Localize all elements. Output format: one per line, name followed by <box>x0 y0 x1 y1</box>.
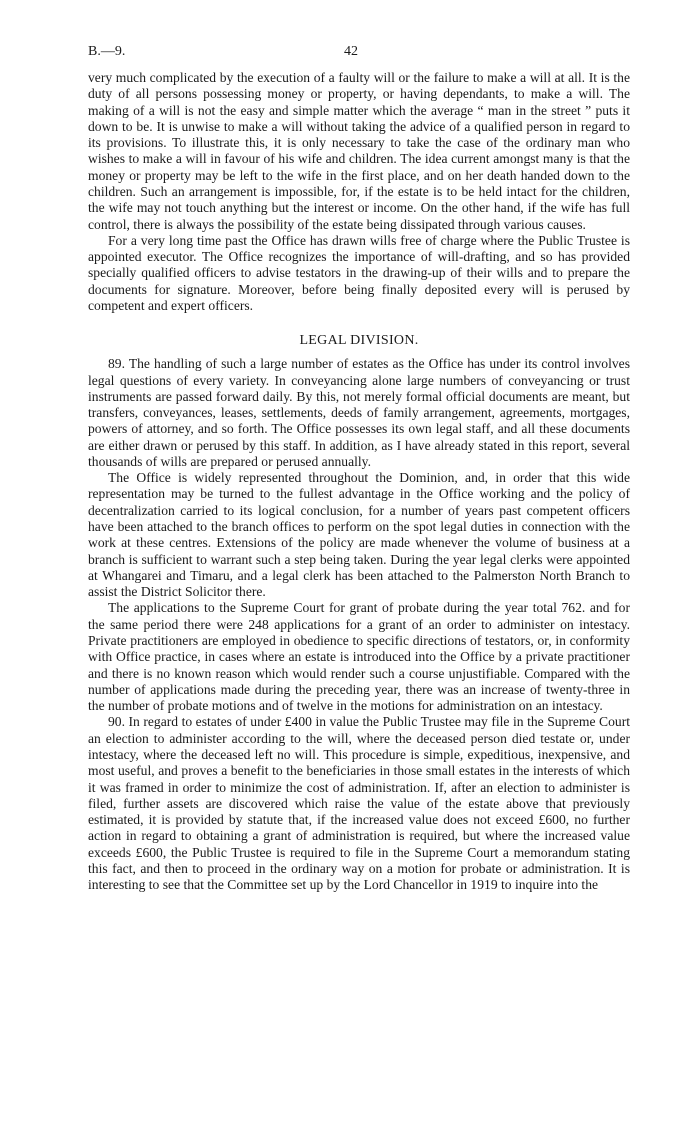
document-code: B.—9. <box>88 44 126 59</box>
page-header <box>88 44 630 64</box>
page-number: 42 <box>344 44 358 59</box>
section-heading: LEGAL DIVISION. <box>299 333 419 349</box>
paragraph-applications: The applications to the Supreme Court for grant of probate during the year total 762. and for the same period there were 248 applications for a grant of an order to administer on intestacy. Private practitioners are employed in obedience to specific directions of testators, or, in conformity with Office practice, in cases where an estate is introduced into the Office by a private practitioner and there is no known reason which would render such a course unjustifiable. Compared with the number of applications made during the preceding year, there was an increase of twenty-three in the number of probate motions and of twelve in the motions for administration on an intestacy. <box>88 600 630 714</box>
paragraph-representation: The Office is widely represented throughout the Dominion, and, in order that this wide representation may be turned to the fullest advantage in the Office working and the policy of decentralization carried to its logical conclusion, for a number of years past competent officers have been attached to the branch offices to perform on the spot legal duties in connection with the work at these centres. Extensions of the policy are made whenever the volume of business at a branch is sufficient to warrant such a step being taken. During the year legal clerks were appointed at Whangarei and Timaru, and a legal clerk has been attached to the Palmerston North Branch to assist the District Solicitor there. <box>88 470 630 600</box>
paragraph-90: 90. In regard to estates of under £400 in value the Public Trustee may file in the Supreme Court an election to administer according to the will, where the deceased person died testate or, under intestacy, where the deceased left no will. This procedure is simple, expeditious, inexpensive, and most useful, and proves a benefit to the beneficiaries in those small estates in the interests of which it was framed in order to minimize the cost of administration. If, after an election to administer is filed, further assets are discovered which raise the value of the estate above that previously estimated, it is provided by statute that, if the increased value does not exceed £600, no further action in regard to obtaining a grant of administration is required, but where the increased value exceeds £600, the Public Trustee is required to file in the Supreme Court a memorandum stating this fact, and then to proceed in the ordinary way on a motion for probate or administration. It is interesting to see that the Committee set up by the Lord Chancellor in 1919 to inquire into the <box>88 714 630 893</box>
paragraph-wills-drafting: For a very long time past the Office has drawn wills free of charge where the Public Trustee is appointed executor. The Office recognizes the importance of will-drafting, and so has provided specially qualified officers to advise testators in the drawing-up of their wills and to prepare the documents for signature. Moreover, before being finally deposited every will is perused by competent and expert officers. <box>88 232 630 313</box>
document-body <box>88 70 630 894</box>
paragraph-89: 89. The handling of such a large number of estates as the Office has under its control involves legal questions of every variety. In conveyancing alone large numbers of conveyancing or trust instruments are passed forward daily. By this, not merely formal official documents are meant, but transfers, conveyances, leases, settlements, deeds of family arrangement, agreements, mortgages, powers of attorney, and so forth. The Office possesses its own legal staff, and all these documents are either drawn or perused by this staff. In addition, as I have already stated in this report, several thousands of wills are prepared or perused annually. <box>88 356 630 469</box>
paragraph-continuation: very much complicated by the execution of a faulty will or the failure to make a will at all. It is the duty of all persons possessing money or property, or having dependants, to make a will. The making of a will is not the easy and simple matter which the average “ man in the street ” puts it down to be. It is unwise to make a will without taking the advice of a qualified person in regard to its provisions. To illustrate this, it is only necessary to take the case of the ordinary man who wishes to make a will in favour of his wife and children. The idea current amongst many is that the money or property may be left to the wife in the first place, and on her death handed down to the children. Such an arrangement is impossible, for, if the estate is to be held intact for the children, the wife may not touch anything but the interest or income. On the other hand, if the wife has full control, there is always the possibility of the estate being dissipated through various causes. <box>88 70 630 232</box>
